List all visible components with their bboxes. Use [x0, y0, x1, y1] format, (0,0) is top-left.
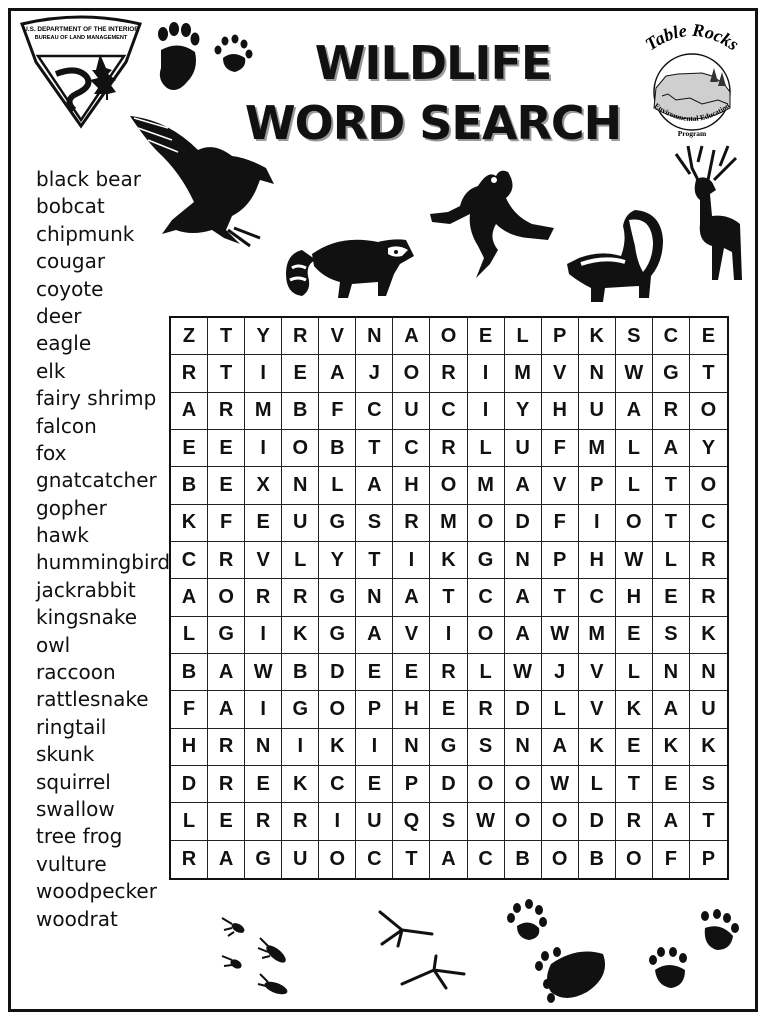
grid-cell[interactable]: E	[616, 729, 653, 766]
grid-cell[interactable]: N	[356, 318, 393, 355]
grid-cell[interactable]: N	[690, 654, 727, 691]
grid-cell[interactable]: A	[653, 803, 690, 840]
grid-cell[interactable]: D	[579, 803, 616, 840]
grid-cell[interactable]: O	[505, 803, 542, 840]
word-list-item: deer	[36, 303, 82, 328]
grid-cell[interactable]: V	[245, 542, 282, 579]
grid-cell[interactable]: O	[430, 467, 467, 504]
grid-cell[interactable]: M	[468, 467, 505, 504]
grid-cell[interactable]: N	[653, 654, 690, 691]
grid-cell[interactable]: H	[579, 542, 616, 579]
grid-cell[interactable]: S	[653, 617, 690, 654]
grid-cell[interactable]: X	[245, 467, 282, 504]
grid-cell[interactable]: B	[282, 654, 319, 691]
grid-cell[interactable]: B	[171, 467, 208, 504]
grid-cell[interactable]: B	[319, 430, 356, 467]
grid-cell[interactable]: R	[468, 691, 505, 728]
grid-cell[interactable]: E	[208, 803, 245, 840]
grid-cell[interactable]: O	[505, 766, 542, 803]
grid-cell[interactable]: O	[319, 841, 356, 878]
grid-cell[interactable]: S	[430, 803, 467, 840]
word-list	[36, 166, 176, 933]
grid-cell[interactable]: L	[171, 803, 208, 840]
grid-cell[interactable]: S	[616, 318, 653, 355]
grid-cell[interactable]: H	[393, 467, 430, 504]
bird-track-icon	[376, 908, 468, 990]
grid-cell[interactable]: O	[208, 579, 245, 616]
grid-cell[interactable]: A	[505, 579, 542, 616]
grid-cell[interactable]: W	[542, 766, 579, 803]
grid-cell[interactable]: G	[468, 542, 505, 579]
grid-cell[interactable]: L	[542, 691, 579, 728]
grid-cell[interactable]: C	[579, 579, 616, 616]
grid-cell[interactable]: V	[393, 617, 430, 654]
grid-cell[interactable]: I	[356, 729, 393, 766]
word-list-item: eagle	[36, 331, 92, 356]
grid-cell[interactable]: A	[319, 355, 356, 392]
grid-cell[interactable]: U	[690, 691, 727, 728]
grid-cell[interactable]: P	[393, 766, 430, 803]
table-rocks-name: Table Rocks	[641, 19, 743, 55]
grid-cell[interactable]: U	[393, 393, 430, 430]
word-list-item: coyote	[36, 276, 104, 301]
grid-cell[interactable]: R	[653, 393, 690, 430]
grid-cell[interactable]: A	[171, 393, 208, 430]
title-line-2: WORD SEARCH	[244, 96, 622, 150]
grid-cell[interactable]: O	[616, 505, 653, 542]
grid-cell[interactable]: G	[245, 841, 282, 878]
grid-cell[interactable]: C	[171, 542, 208, 579]
grid-cell[interactable]: W	[616, 542, 653, 579]
grid-cell[interactable]: A	[653, 430, 690, 467]
grid-cell[interactable]: I	[245, 355, 282, 392]
grid-cell[interactable]: N	[245, 729, 282, 766]
grid-cell[interactable]: E	[245, 766, 282, 803]
grid-cell[interactable]: B	[505, 841, 542, 878]
word-list-item: gopher	[36, 495, 107, 520]
grid-cell[interactable]: E	[430, 691, 467, 728]
word-list-item: jackrabbit	[36, 577, 136, 602]
grid-cell[interactable]: L	[616, 654, 653, 691]
svg-text:Table Rocks	[642, 20, 743, 55]
grid-cell[interactable]: E	[393, 654, 430, 691]
word-list-item: gnatcatcher	[36, 468, 157, 493]
grid-cell[interactable]: Y	[690, 430, 727, 467]
blm-line2: BUREAU OF LAND MANAGEMENT	[34, 35, 128, 41]
grid-cell[interactable]: I	[282, 729, 319, 766]
grid-cell[interactable]: O	[690, 393, 727, 430]
grid-cell[interactable]: F	[208, 505, 245, 542]
grid-cell[interactable]: O	[468, 617, 505, 654]
word-list-item: rattlesnake	[36, 687, 149, 712]
grid-cell[interactable]: A	[171, 579, 208, 616]
grid-cell[interactable]: J	[356, 355, 393, 392]
grid-cell[interactable]: Q	[393, 803, 430, 840]
grid-cell[interactable]: E	[653, 766, 690, 803]
grid-cell[interactable]: U	[282, 841, 319, 878]
grid-cell[interactable]: W	[616, 355, 653, 392]
grid-cell[interactable]: F	[542, 430, 579, 467]
grid-cell[interactable]: E	[616, 617, 653, 654]
word-list-item: hawk	[36, 523, 89, 548]
grid-cell[interactable]: I	[430, 617, 467, 654]
grid-cell[interactable]: G	[282, 691, 319, 728]
grid-cell[interactable]: K	[690, 617, 727, 654]
word-list-item: fairy shrimp	[36, 386, 157, 411]
grid-cell[interactable]: W	[245, 654, 282, 691]
grid-cell[interactable]: F	[653, 841, 690, 878]
grid-cell[interactable]: R	[245, 579, 282, 616]
frog-icon	[428, 166, 558, 281]
rodent-track-icon	[210, 908, 302, 1000]
grid-cell[interactable]: I	[393, 542, 430, 579]
grid-cell[interactable]: A	[616, 393, 653, 430]
grid-cell[interactable]: E	[653, 579, 690, 616]
grid-cell[interactable]: R	[282, 579, 319, 616]
grid-cell[interactable]: V	[542, 467, 579, 504]
grid-cell[interactable]: L	[505, 318, 542, 355]
grid-cell[interactable]: N	[393, 729, 430, 766]
grid-cell[interactable]: V	[579, 654, 616, 691]
word-list-item: ringtail	[36, 714, 107, 739]
grid-cell[interactable]: E	[171, 430, 208, 467]
grid-cell[interactable]: H	[393, 691, 430, 728]
word-list-item: hummingbird	[36, 550, 171, 575]
grid-cell[interactable]: D	[319, 654, 356, 691]
grid-cell[interactable]: E	[245, 505, 282, 542]
grid-cell[interactable]: O	[542, 803, 579, 840]
word-list-item: kingsnake	[36, 605, 138, 630]
grid-cell[interactable]: L	[653, 542, 690, 579]
grid-cell[interactable]: C	[468, 579, 505, 616]
grid-cell[interactable]: R	[430, 654, 467, 691]
word-list-item: vulture	[36, 851, 107, 876]
grid-cell[interactable]: K	[616, 691, 653, 728]
grid-cell[interactable]: N	[505, 729, 542, 766]
word-list-item: elk	[36, 358, 66, 383]
grid-cell[interactable]: T	[356, 430, 393, 467]
grid-cell[interactable]: P	[542, 542, 579, 579]
grid-cell[interactable]: R	[430, 355, 467, 392]
grid-cell[interactable]: T	[430, 579, 467, 616]
grid-cell[interactable]: T	[393, 841, 430, 878]
grid-cell[interactable]: A	[505, 467, 542, 504]
small-paw-track-icon	[645, 908, 745, 992]
grid-cell[interactable]: L	[468, 430, 505, 467]
grid-cell[interactable]: P	[701, 847, 716, 870]
word-list-item: bobcat	[36, 194, 105, 219]
grid-cell[interactable]: O	[468, 766, 505, 803]
grid-cell[interactable]: L	[319, 467, 356, 504]
bear-paw-icon	[155, 22, 200, 94]
grid-cell[interactable]: T	[690, 355, 727, 392]
grid-cell[interactable]: G	[208, 617, 245, 654]
grid-cell[interactable]: N	[505, 542, 542, 579]
grid-cell[interactable]: M	[430, 505, 467, 542]
word-list-item: owl	[36, 632, 71, 657]
grid-cell[interactable]: G	[653, 355, 690, 392]
grid-cell[interactable]: I	[468, 355, 505, 392]
grid-cell[interactable]: V	[579, 691, 616, 728]
grid-cell[interactable]: T	[690, 803, 727, 840]
grid-cell[interactable]: C	[468, 841, 505, 878]
grid-cell[interactable]: G	[319, 617, 356, 654]
grid-cell[interactable]: G	[319, 579, 356, 616]
grid-cell[interactable]: K	[282, 766, 319, 803]
grid-cell[interactable]: B	[282, 393, 319, 430]
grid-cell[interactable]: C	[319, 766, 356, 803]
grid-cell[interactable]: R	[430, 430, 467, 467]
grid-cell[interactable]: T	[542, 579, 579, 616]
grid-cell[interactable]: O	[616, 841, 653, 878]
grid-cell[interactable]: F	[171, 691, 208, 728]
grid-cell[interactable]: E	[208, 430, 245, 467]
grid-cell[interactable]: H	[171, 729, 208, 766]
raccoon-track-icon-large	[503, 900, 613, 1010]
grid-cell[interactable]: T	[208, 355, 245, 392]
grid-cell[interactable]: C	[430, 393, 467, 430]
grid-cell[interactable]: A	[653, 691, 690, 728]
grid-cell[interactable]: M	[579, 617, 616, 654]
grid-cell[interactable]: H	[616, 579, 653, 616]
word-list-item: woodrat	[36, 906, 118, 931]
grid-cell[interactable]: L	[579, 766, 616, 803]
grid-cell[interactable]: I	[319, 803, 356, 840]
word-list-item: chipmunk	[36, 221, 135, 246]
skunk-icon	[565, 206, 665, 306]
grid-cell[interactable]: E	[690, 318, 727, 355]
grid-cell[interactable]: G	[319, 505, 356, 542]
grid-cell[interactable]: P	[579, 467, 616, 504]
grid-cell[interactable]: A	[208, 841, 245, 878]
grid-cell[interactable]: Z	[171, 318, 208, 355]
grid-cell[interactable]: L	[616, 467, 653, 504]
grid-cell[interactable]: W	[468, 803, 505, 840]
grid-cell[interactable]: A	[430, 841, 467, 878]
grid-cell[interactable]: L	[468, 654, 505, 691]
grid-cell[interactable]: L	[171, 617, 208, 654]
word-list-item: swallow	[36, 796, 115, 821]
grid-cell[interactable]: R	[282, 318, 319, 355]
grid-cell[interactable]: K	[653, 729, 690, 766]
grid-cell[interactable]: O	[282, 430, 319, 467]
grid-cell[interactable]: R	[208, 393, 245, 430]
grid-cell[interactable]: E	[468, 318, 505, 355]
grid-cell[interactable]: V	[542, 355, 579, 392]
grid-cell[interactable]: T	[208, 318, 245, 355]
grid-cell[interactable]: A	[393, 579, 430, 616]
grid-cell[interactable]: M	[245, 393, 282, 430]
word-list-item: fox	[36, 440, 67, 465]
grid-cell[interactable]: T	[616, 766, 653, 803]
grid-cell[interactable]: V	[319, 318, 356, 355]
grid-cell[interactable]: K	[319, 729, 356, 766]
grid-cell[interactable]: A	[208, 691, 245, 728]
grid-cell[interactable]: W	[542, 617, 579, 654]
grid-cell[interactable]: J	[542, 654, 579, 691]
grid-cell[interactable]: K	[282, 617, 319, 654]
grid-cell[interactable]: A	[393, 318, 430, 355]
grid-cell[interactable]: C	[690, 505, 727, 542]
word-list-item: woodpecker	[36, 879, 157, 904]
grid-cell[interactable]: R	[690, 579, 727, 616]
word-list-item: black bear	[36, 167, 141, 191]
grid-cell[interactable]: K	[690, 729, 727, 766]
grid-cell[interactable]: R	[208, 766, 245, 803]
raccoon-icon	[282, 230, 420, 302]
grid-cell[interactable]: C	[356, 393, 393, 430]
grid-cell[interactable]: M	[505, 355, 542, 392]
grid-cell[interactable]: A	[356, 617, 393, 654]
grid-cell[interactable]: S	[690, 766, 727, 803]
grid-cell[interactable]: S	[356, 505, 393, 542]
grid-cell[interactable]: R	[393, 505, 430, 542]
blm-line1: U.S. DEPARTMENT OF THE INTERIOR	[23, 26, 139, 33]
grid-cell[interactable]: I	[468, 393, 505, 430]
grid-cell[interactable]: E	[356, 654, 393, 691]
grid-cell[interactable]: Y	[245, 318, 282, 355]
grid-cell[interactable]: E	[208, 467, 245, 504]
grid-cell[interactable]: A	[505, 617, 542, 654]
grid-cell[interactable]: N	[579, 355, 616, 392]
grid-cell[interactable]: L	[282, 542, 319, 579]
grid-cell[interactable]: D	[505, 691, 542, 728]
grid-cell[interactable]: R	[245, 803, 282, 840]
grid-cell[interactable]: U	[505, 430, 542, 467]
grid-cell[interactable]: U	[356, 803, 393, 840]
grid-cell[interactable]: K	[430, 542, 467, 579]
grid-cell[interactable]: O	[690, 467, 727, 504]
grid-cell[interactable]: Y	[319, 542, 356, 579]
grid-cell[interactable]: B	[171, 654, 208, 691]
grid-cell[interactable]: N	[282, 467, 319, 504]
grid-cell[interactable]: C	[393, 430, 430, 467]
word-list-item: skunk	[36, 742, 95, 767]
deer-icon	[668, 144, 748, 284]
grid-cell[interactable]: O	[468, 505, 505, 542]
word-list-item: squirrel	[36, 769, 111, 794]
grid-cell[interactable]: W	[505, 654, 542, 691]
grid-cell[interactable]: A	[208, 654, 245, 691]
grid-cell[interactable]: H	[542, 393, 579, 430]
grid-cell[interactable]: I	[579, 505, 616, 542]
grid-cell[interactable]: R	[690, 542, 727, 579]
grid-cell[interactable]: I	[245, 430, 282, 467]
table-rocks-line1: Environmental Education	[652, 101, 732, 124]
grid-cell[interactable]: A	[542, 729, 579, 766]
grid-cell[interactable]: C	[356, 841, 393, 878]
grid-cell[interactable]: M	[579, 430, 616, 467]
grid-cell[interactable]: P	[356, 691, 393, 728]
grid-cell[interactable]: G	[430, 729, 467, 766]
grid-cell[interactable]: O	[319, 691, 356, 728]
word-list-item: raccoon	[36, 660, 116, 685]
grid-cell[interactable]: R	[171, 355, 208, 392]
grid-cell[interactable]: E	[356, 766, 393, 803]
grid-cell[interactable]: I	[245, 617, 282, 654]
grid-cell[interactable]: D	[505, 505, 542, 542]
grid-cell[interactable]: T	[653, 505, 690, 542]
grid-cell[interactable]: U	[282, 505, 319, 542]
table-rocks-logo	[632, 18, 752, 143]
grid-cell[interactable]: S	[468, 729, 505, 766]
grid-cell[interactable]: N	[356, 579, 393, 616]
grid-cell[interactable]: F	[542, 505, 579, 542]
grid-cell[interactable]: P	[542, 318, 579, 355]
grid-cell[interactable]: K	[579, 729, 616, 766]
table-rocks-line2: Program	[677, 129, 707, 138]
word-list-item: cougar	[36, 249, 106, 274]
grid-cell[interactable]: E	[282, 355, 319, 392]
grid-cell[interactable]: R	[208, 729, 245, 766]
grid-cell[interactable]: R	[616, 803, 653, 840]
grid-cell[interactable]: D	[171, 766, 208, 803]
grid-cell[interactable]: O	[393, 355, 430, 392]
grid-cell[interactable]: I	[245, 691, 282, 728]
grid-cell[interactable]: R	[282, 803, 319, 840]
grid-cell[interactable]: C	[653, 318, 690, 355]
grid-cell[interactable]: K	[579, 318, 616, 355]
word-search-grid	[169, 316, 729, 880]
grid-cell[interactable]: Y	[505, 393, 542, 430]
word-list-item: falcon	[36, 413, 97, 438]
word-list-item: tree frog	[36, 824, 123, 849]
blm-logo	[16, 14, 146, 129]
grid-cell[interactable]: O	[430, 318, 467, 355]
grid-cell[interactable]: B	[579, 841, 616, 878]
grid-cell[interactable]: R	[171, 841, 208, 878]
grid-cell[interactable]: T	[653, 467, 690, 504]
grid-cell[interactable]: T	[356, 542, 393, 579]
grid-cell[interactable]: U	[579, 393, 616, 430]
grid-cell[interactable]: K	[171, 505, 208, 542]
grid-cell[interactable]: R	[208, 542, 245, 579]
grid-cell[interactable]: O	[542, 841, 579, 878]
grid-cell[interactable]: D	[430, 766, 467, 803]
title-line-1: WILDLIFE	[314, 36, 552, 90]
grid-cell[interactable]: F	[319, 393, 356, 430]
grid-cell[interactable]: A	[356, 467, 393, 504]
grid-cell[interactable]: L	[616, 430, 653, 467]
